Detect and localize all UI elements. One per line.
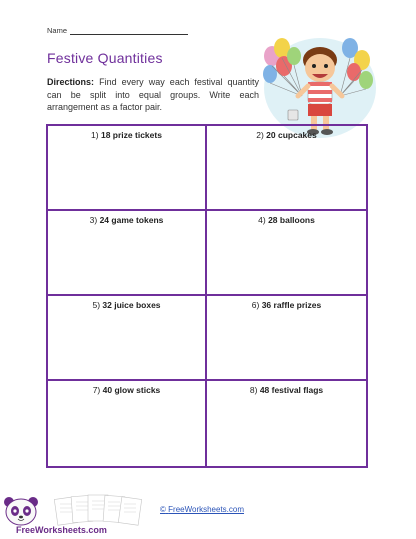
problem-number: 1) bbox=[91, 130, 99, 140]
problem-text: 40 glow sticks bbox=[102, 385, 161, 395]
problem-cell[interactable] bbox=[48, 126, 207, 211]
copyright-symbol: © bbox=[160, 505, 166, 514]
problem-cell[interactable] bbox=[207, 381, 366, 466]
problem-number: 7) bbox=[92, 385, 101, 395]
page-title: Festive Quantities bbox=[47, 50, 163, 66]
problem-number: 3) bbox=[89, 215, 98, 225]
problem-cell[interactable] bbox=[48, 296, 207, 381]
problem-number: 6) bbox=[251, 300, 260, 310]
logo-text: FreeWorksheets.com bbox=[16, 525, 107, 535]
problem-text: 48 festival flags bbox=[259, 385, 324, 395]
problem-number: 4) bbox=[258, 215, 266, 225]
site-link-text[interactable]: FreeWorksheets.com bbox=[168, 505, 245, 514]
name-line[interactable] bbox=[70, 27, 188, 35]
problem-cell[interactable] bbox=[207, 126, 366, 211]
problem-text: 20 cupcakes bbox=[266, 130, 317, 140]
freeworksheets-logo bbox=[0, 488, 150, 539]
directions-lead: Directions: bbox=[47, 77, 95, 87]
problem-number: 2) bbox=[256, 130, 264, 140]
problem-grid bbox=[46, 124, 368, 468]
directions-text: Find every way each festival quantity can be split into equal groups. Write each arrangement as a factor pair. bbox=[47, 77, 259, 112]
problem-text: 24 game tokens bbox=[99, 215, 164, 225]
problem-cell[interactable] bbox=[207, 211, 366, 296]
problem-cell[interactable] bbox=[48, 211, 207, 296]
name-label: Name bbox=[47, 26, 68, 35]
problem-text: 28 balloons bbox=[268, 215, 315, 225]
problem-cell[interactable] bbox=[207, 296, 366, 381]
directions bbox=[47, 76, 259, 114]
problem-text: 18 prize tickets bbox=[100, 130, 162, 140]
problem-number: 8) bbox=[249, 385, 258, 395]
name-field bbox=[47, 26, 188, 35]
problem-number: 5) bbox=[92, 300, 101, 310]
problem-cell[interactable] bbox=[48, 381, 207, 466]
problem-text: 36 raffle prizes bbox=[261, 300, 322, 310]
problem-text: 32 juice boxes bbox=[102, 300, 161, 310]
footer-link[interactable] bbox=[160, 505, 244, 514]
